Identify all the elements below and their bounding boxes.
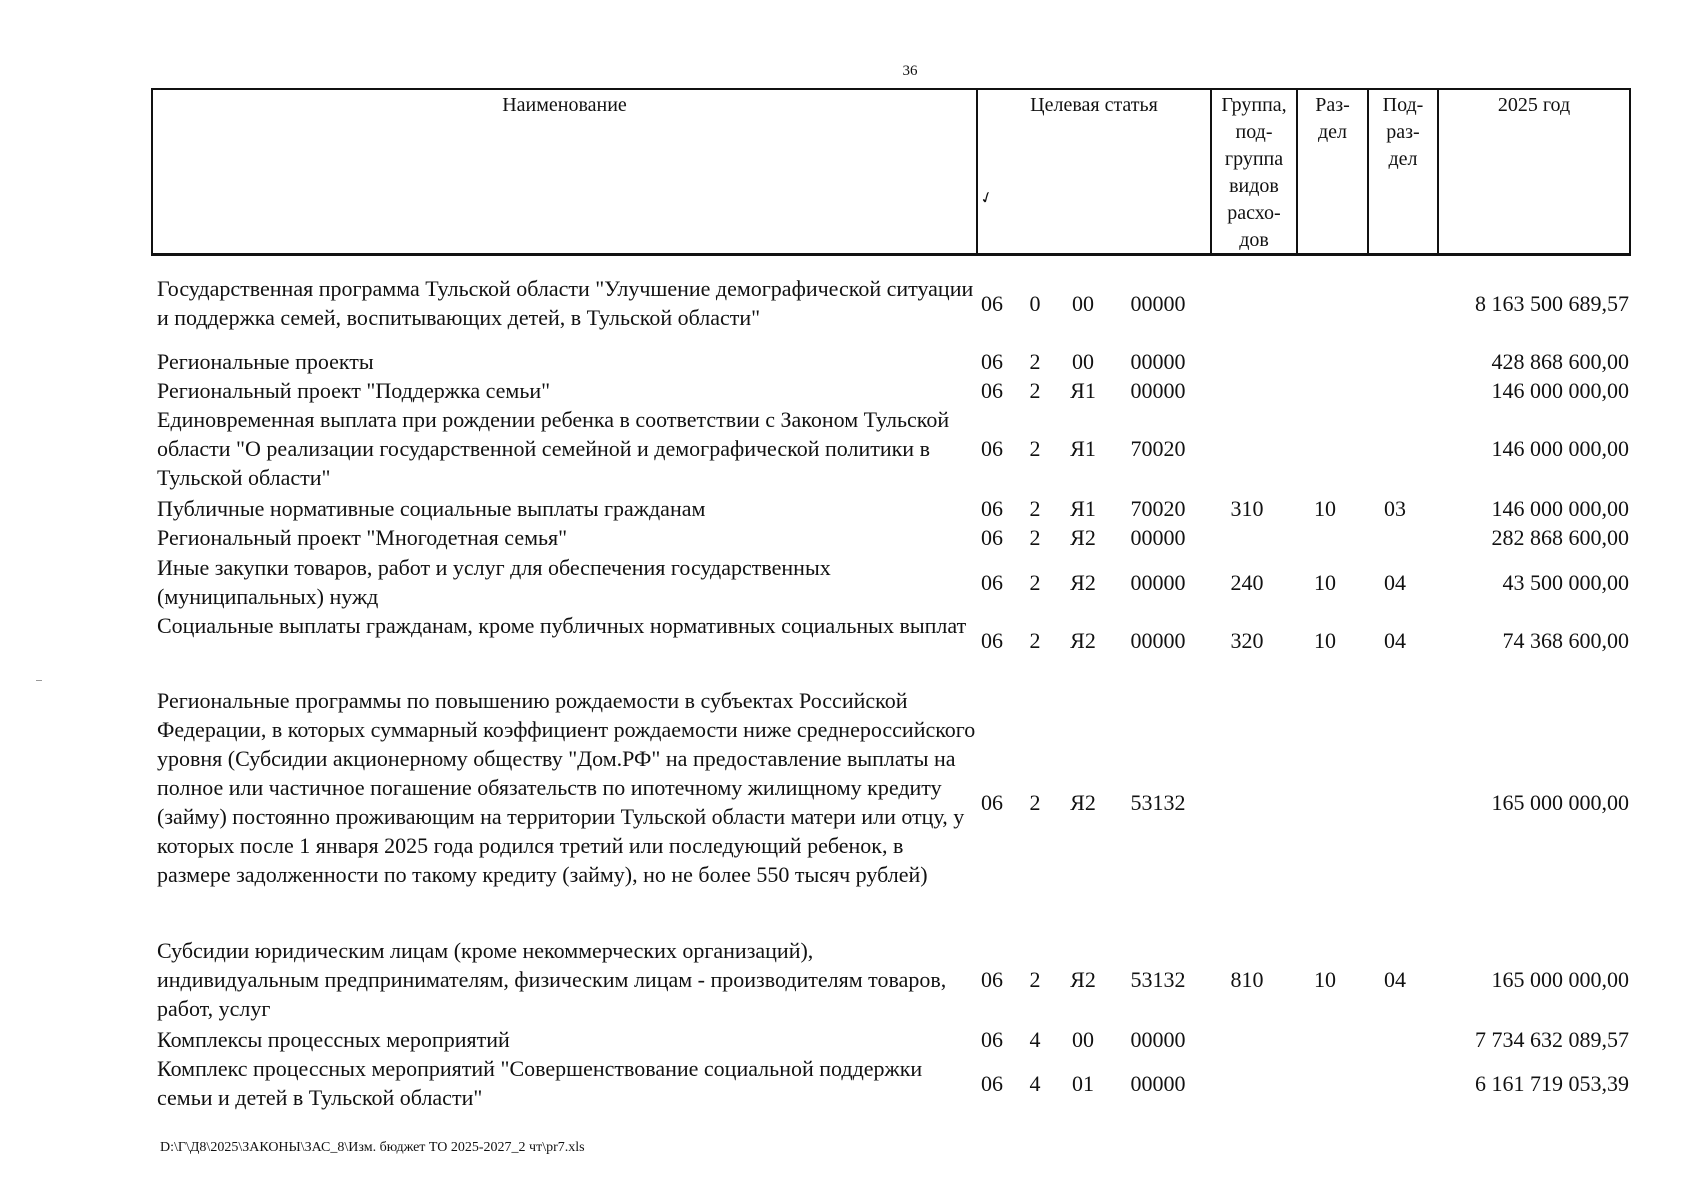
amount-2025: 146 000 000,00 <box>1491 436 1629 461</box>
check-mark-icon: ✓ <box>977 188 997 209</box>
amount-2025: 6 161 719 053,39 <box>1475 1070 1629 1096</box>
section-code: 10 <box>1314 967 1336 992</box>
row-name: Публичные нормативные социальные выплаты гражданам <box>157 496 706 521</box>
row-name: Государственная программа Тульской области "Улучшение демографической ситуации и поддержка семей, воспитывающих детей, в Тульской области" <box>157 276 974 330</box>
target-subprogram: 0 <box>1029 290 1041 316</box>
table-header <box>151 88 1631 256</box>
header-group-line: дов <box>1239 229 1269 251</box>
row-name: Региональные проекты <box>157 349 374 374</box>
expense-group: 240 <box>1230 569 1264 595</box>
target-event: 00 <box>1072 1027 1094 1052</box>
header-group-line: видов <box>1229 175 1279 197</box>
section-code: 10 <box>1314 496 1336 521</box>
target-event: Я1 <box>1070 496 1096 521</box>
row-name: Единовременная выплата при рождении ребенка в соответствии с Законом Тульской области "О реализации государственной семейной и демографической политики в Тульской области" <box>157 407 950 490</box>
target-direction: 00000 <box>1130 569 1186 595</box>
target-event: Я2 <box>1070 525 1096 550</box>
amount-2025: 7 734 632 089,57 <box>1475 1027 1629 1052</box>
target-direction: 00000 <box>1130 627 1186 653</box>
target-direction: 00000 <box>1130 349 1186 374</box>
row-name: Региональные программы по повышению рождаемости в субъектах Российской Федерации, в которых суммарный коэффициент рождаемости ниже среднероссийского уровня (Субсидии акционерному обществу "Дом.РФ" на предоставление выплаты на полное или частичное погашение обязательств по ипотечному жилищному кредиту (займу) постоянно проживающим на территории Тульской области матери или отцу, у которых после 1 января 2025 года родился третий или последующий ребенок, в размере задолженности по такому кредиту (займу), но не более 550 тысяч рублей) <box>157 688 976 887</box>
header-year-label: 2025 год <box>1497 94 1571 116</box>
expense-group: 810 <box>1230 967 1264 992</box>
table-row <box>151 376 1631 405</box>
target-event: Я1 <box>1070 378 1096 403</box>
target-direction: 53132 <box>1130 789 1186 815</box>
target-direction: 00000 <box>1130 290 1186 316</box>
row-name: Иные закупки товаров, работ и услуг для обеспечения государственных (муниципальных) нужд <box>157 555 831 609</box>
subsection-code: 03 <box>1384 496 1406 521</box>
header-name <box>153 90 978 253</box>
amount-2025: 146 000 000,00 <box>1491 496 1629 521</box>
header-subsection <box>1369 90 1439 253</box>
table-row <box>151 611 1631 669</box>
table-row <box>151 494 1631 523</box>
target-program: 06 <box>981 1070 1003 1096</box>
subsection-code: 04 <box>1384 569 1406 595</box>
target-subprogram: 4 <box>1029 1027 1041 1052</box>
target-event: Я2 <box>1070 569 1096 595</box>
target-event: Я2 <box>1070 967 1096 992</box>
target-direction: 00000 <box>1130 378 1186 403</box>
target-event: 00 <box>1072 290 1094 316</box>
target-event: 01 <box>1072 1070 1094 1096</box>
amount-2025: 8 163 500 689,57 <box>1475 290 1629 316</box>
target-program: 06 <box>981 496 1003 521</box>
target-direction: 00000 <box>1130 525 1186 550</box>
target-program: 06 <box>981 525 1003 550</box>
header-section-line: дел <box>1317 121 1348 143</box>
subsection-code: 04 <box>1384 967 1406 992</box>
amount-2025: 165 000 000,00 <box>1491 789 1629 815</box>
header-target-label: Целевая статья <box>1030 94 1158 116</box>
target-program: 06 <box>981 967 1003 992</box>
target-subprogram: 2 <box>1029 569 1041 595</box>
target-event: Я2 <box>1070 789 1096 815</box>
target-subprogram: 2 <box>1029 627 1041 653</box>
table-row <box>151 274 1631 332</box>
file-path-footer: D:\Г\Д8\2025\ЗАКОНЫ\ЗАС_8\Изм. бюджет ТО 2025-2027_2 чт\pr7.xls <box>160 1140 585 1155</box>
row-name: Региональный проект "Поддержка семьи" <box>157 378 551 403</box>
target-subprogram: 2 <box>1029 436 1041 461</box>
target-direction: 70020 <box>1130 436 1186 461</box>
table-row <box>151 405 1631 492</box>
row-name: Субсидии юридическим лицам (кроме некоммерческих организаций), индивидуальным предпринимателям, физическим лицам - производителям товаров, работ, услуг <box>157 938 947 1021</box>
header-subsection-line: Под- <box>1382 94 1424 116</box>
target-subprogram: 2 <box>1029 378 1041 403</box>
table-row <box>151 936 1631 1023</box>
target-subprogram: 4 <box>1029 1070 1041 1096</box>
target-direction: 00000 <box>1130 1070 1186 1096</box>
page-number: 36 <box>902 63 918 79</box>
amount-2025: 428 868 600,00 <box>1491 349 1629 374</box>
table-row <box>151 1025 1631 1054</box>
header-section-line: Раз- <box>1315 94 1350 116</box>
header-group-line: под- <box>1235 121 1273 143</box>
amount-2025: 282 868 600,00 <box>1491 525 1629 550</box>
section-code: 10 <box>1314 569 1336 595</box>
target-program: 06 <box>981 789 1003 815</box>
row-name: Комплексы процессных мероприятий <box>157 1027 510 1052</box>
target-subprogram: 2 <box>1029 525 1041 550</box>
table-row <box>151 553 1631 611</box>
target-event: 00 <box>1072 349 1094 374</box>
table-row <box>151 347 1631 376</box>
target-event: Я1 <box>1070 436 1096 461</box>
header-subsection-line: раз- <box>1386 121 1420 143</box>
target-event: Я2 <box>1070 627 1096 653</box>
subsection-code: 04 <box>1384 627 1406 653</box>
amount-2025: 146 000 000,00 <box>1491 378 1629 403</box>
expense-group: 320 <box>1230 627 1264 653</box>
amount-2025: 165 000 000,00 <box>1491 967 1629 992</box>
scan-artifact <box>36 680 42 681</box>
header-target <box>978 90 1212 253</box>
target-subprogram: 2 <box>1029 496 1041 521</box>
header-section <box>1298 90 1369 253</box>
amount-2025: 74 368 600,00 <box>1502 627 1629 653</box>
header-year <box>1439 90 1629 253</box>
target-subprogram: 2 <box>1029 349 1041 374</box>
header-group-line: Группа, <box>1221 94 1287 116</box>
target-program: 06 <box>981 290 1003 316</box>
target-program: 06 <box>981 1027 1003 1052</box>
section-code: 10 <box>1314 627 1336 653</box>
target-direction: 70020 <box>1130 496 1186 521</box>
target-program: 06 <box>981 436 1003 461</box>
target-subprogram: 2 <box>1029 789 1041 815</box>
header-name-label: Наименование <box>502 94 627 116</box>
amount-2025: 43 500 000,00 <box>1502 569 1629 595</box>
row-name: Региональный проект "Многодетная семья" <box>157 525 568 550</box>
target-subprogram: 2 <box>1029 967 1041 992</box>
table-row <box>151 686 1631 918</box>
target-direction: 00000 <box>1130 1027 1186 1052</box>
table-row <box>151 523 1631 552</box>
target-program: 06 <box>981 349 1003 374</box>
row-name: Комплекс процессных мероприятий "Совершенствование социальной поддержки семьи и детей в Тульской области" <box>157 1056 923 1110</box>
header-group-line: расхо- <box>1227 202 1281 224</box>
header-subsection-line: дел <box>1388 148 1418 170</box>
target-program: 06 <box>981 378 1003 403</box>
target-program: 06 <box>981 627 1003 653</box>
table-row <box>151 1054 1631 1112</box>
header-group <box>1212 90 1298 253</box>
target-program: 06 <box>981 569 1003 595</box>
header-group-line: группа <box>1224 148 1284 170</box>
row-name: Социальные выплаты гражданам, кроме публичных нормативных социальных выплат <box>157 613 967 638</box>
target-direction: 53132 <box>1130 967 1186 992</box>
expense-group: 310 <box>1230 496 1264 521</box>
